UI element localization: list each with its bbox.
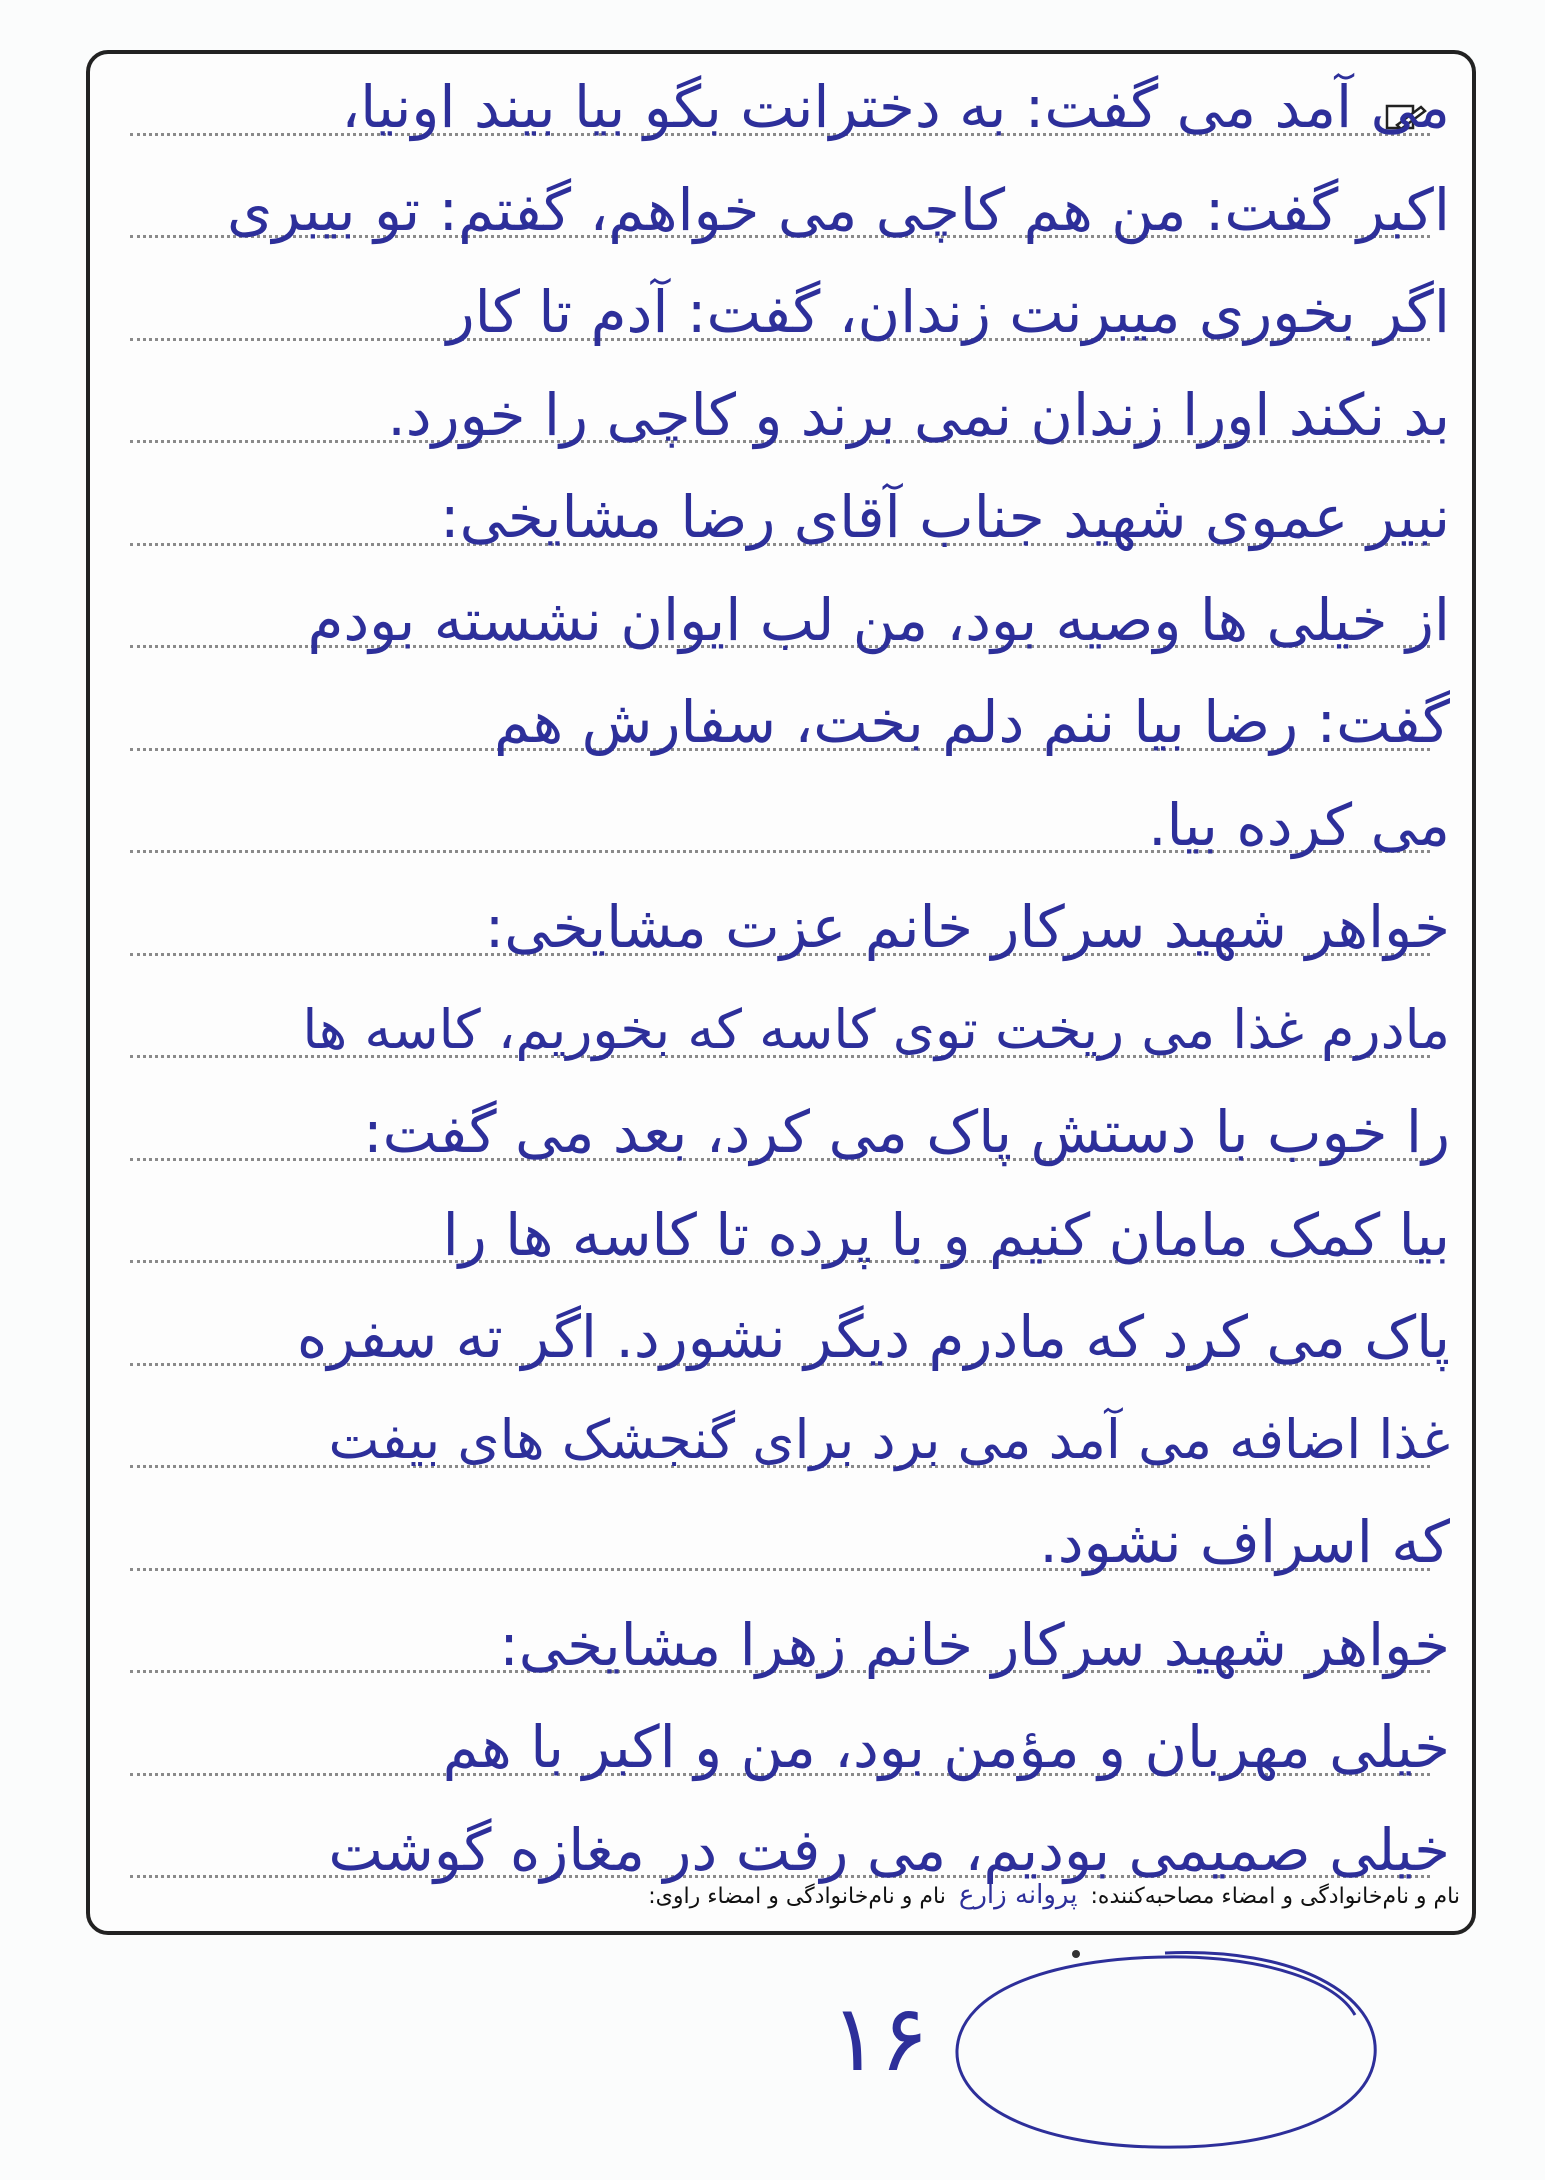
text-line: خیلی صمیمی بودیم، می رفت در مغازه گوشت <box>328 1816 1450 1884</box>
interviewer-signature: پروانه زارع <box>958 1880 1078 1910</box>
signature-footer <box>120 1880 1460 1920</box>
text-line: خواهر شهید سرکار خانم عزت مشایخی: <box>484 893 1450 961</box>
text-line: از خیلی ها وصیه بود، من لب ایوان نشسته بودم <box>307 586 1450 654</box>
page-number: ۱۶ <box>830 1985 929 2092</box>
text-line: بیا کمک مامان کنیم و با پرده تا کاسه ها را <box>442 1201 1450 1269</box>
signature-scribble <box>935 1935 1395 2165</box>
text-line: که اسراف نشود. <box>1039 1508 1450 1576</box>
text-line: مادرم غذا می ریخت توی کاسه که بخوریم، کاسه ها <box>302 998 1450 1061</box>
text-line: خواهر شهید سرکار خانم زهرا مشایخی: <box>499 1611 1450 1679</box>
text-line: می آمد می گفت: به دخترانت بگو بیا بیند اونیا، <box>341 73 1450 141</box>
text-line: گفت: رضا بیا ننم دلم بخت، سفارش هم <box>494 688 1450 756</box>
text-line: پاک می کرد که مادرم دیگر نشورد. اگر ته سفره <box>296 1303 1450 1371</box>
text-line: اگر بخوری میبرنت زندان، گفت: آدم تا کار <box>446 278 1450 346</box>
text-line: را خوب با دستش پاک می کرد، بعد می گفت: <box>363 1098 1450 1166</box>
interviewer-label: نام و نام‌خانوادگی و امضاء مصاحبه‌کننده: <box>1090 1884 1460 1909</box>
text-line: می کرده بیا. <box>1148 791 1450 859</box>
text-line: بد نکند اورا زندان نمی برند و کاچی را خورد. <box>387 381 1450 449</box>
text-line: اکبر گفت: من هم کاچی می خواهم، گفتم: تو بیبری <box>227 176 1450 244</box>
text-line: نبیر عموی شهید جناب آقای رضا مشایخی: <box>440 483 1450 551</box>
text-line: غذا اضافه می آمد می برد برای گنجشک های بیفت <box>328 1408 1450 1471</box>
narrator-label: نام و نام‌خانوادگی و امضاء راوی: <box>648 1884 946 1909</box>
text-line: خیلی مهربان و مؤمن بود، من و اکبر با هم <box>442 1713 1450 1781</box>
